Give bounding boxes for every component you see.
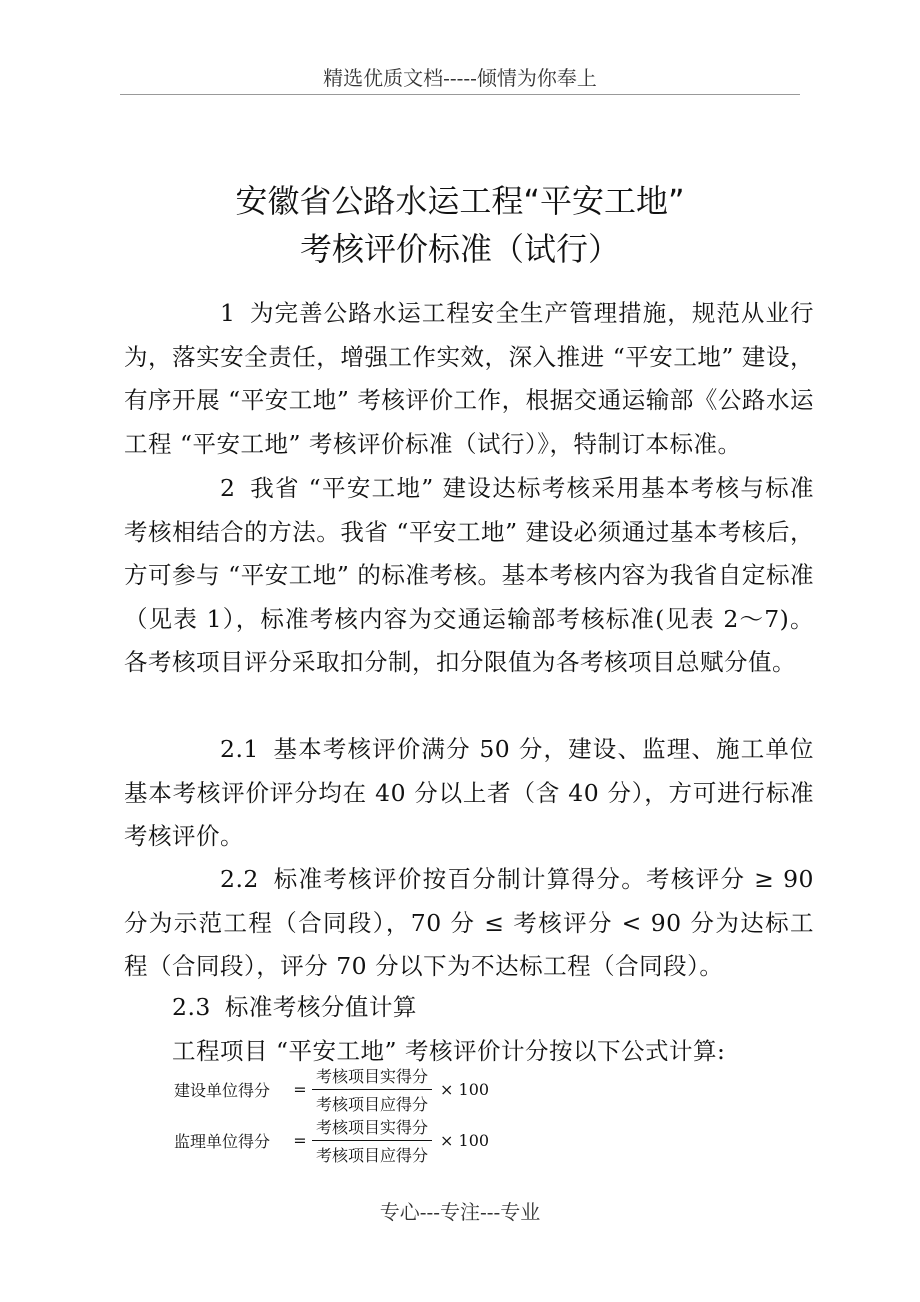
fraction-denominator: 考核项目应得分	[316, 1145, 429, 1165]
fraction	[312, 1064, 432, 1115]
formula-lhs: 监理单位得分	[174, 1131, 271, 1151]
equals-sign: =	[293, 1130, 307, 1150]
formula-supervision-unit	[174, 1116, 489, 1164]
page-header: 精选优质文档-----倾情为你奉上	[323, 66, 597, 90]
paragraph-text: 基本考核评价满分 50 分，建设、监理、施工单位基本考核评价评分均在 40 分以上者（含 40 分），方可进行标准考核评价。	[124, 735, 814, 850]
paragraph-text: 我省 “平安工地” 建设达标考核采用基本考核与标准考核相结合的方法。我省 “平安工地” 建设必须通过基本考核后，方可参与 “平安工地” 的标准考核。基本考核内容为我省自定标准（见表 1），标准考核内容为交通运输部考核标准(见表 2～7)。各考核项目评分采取扣分制，扣分限值为各考核项目总赋分值。	[124, 474, 814, 676]
fraction-denominator: 考核项目应得分	[316, 1094, 429, 1114]
paragraph-2-3	[172, 986, 812, 1030]
multiplier: × 100	[440, 1130, 490, 1150]
paragraph-2-2	[124, 858, 814, 989]
header-divider	[120, 94, 800, 95]
fraction-numerator: 考核项目实得分	[312, 1115, 432, 1141]
paragraph-number: 2	[220, 474, 236, 502]
paragraph-number: 2.3	[172, 993, 211, 1021]
paragraph-2-1	[124, 728, 814, 859]
paragraph-1	[124, 292, 814, 466]
paragraph-text: 标准考核分值计算	[224, 993, 417, 1021]
formula-intro: 工程项目 “平安工地” 考核评价计分按以下公式计算:	[172, 1037, 726, 1065]
document-title-line-2: 考核评价标准（试行）	[299, 230, 620, 268]
formula-construction-unit	[174, 1065, 489, 1113]
document-title-line-1: 安徽省公路水运工程“平安工地”	[235, 182, 685, 220]
fraction	[312, 1115, 432, 1166]
paragraph-text: 为完善公路水运工程安全生产管理措施，规范从业行为，落实安全责任，增强工作实效，深入推进 “平安工地” 建设，有序开展 “平安工地” 考核评价工作，根据交通运输部《公路水运工程 “平安工地” 考核评价标准（试行）》，特制订本标准。	[124, 299, 814, 458]
formula-lhs: 建设单位得分	[174, 1080, 271, 1100]
page-footer: 专心---专注---专业	[379, 1200, 541, 1224]
paragraph-2	[124, 467, 814, 685]
equals-sign: =	[293, 1079, 307, 1099]
paragraph-number: 1	[220, 299, 236, 327]
paragraph-number: 2.1	[220, 735, 259, 763]
multiplier: × 100	[440, 1079, 490, 1099]
paragraph-number: 2.2	[220, 865, 259, 893]
paragraph-text: 标准考核评价按百分制计算得分。考核评分 ≥ 90 分为示范工程（合同段），70 分 ≤ 考核评分 < 90 分为达标工程（合同段），评分 70 分以下为不达标工程（合同段）。	[124, 865, 814, 980]
fraction-numerator: 考核项目实得分	[312, 1064, 432, 1090]
